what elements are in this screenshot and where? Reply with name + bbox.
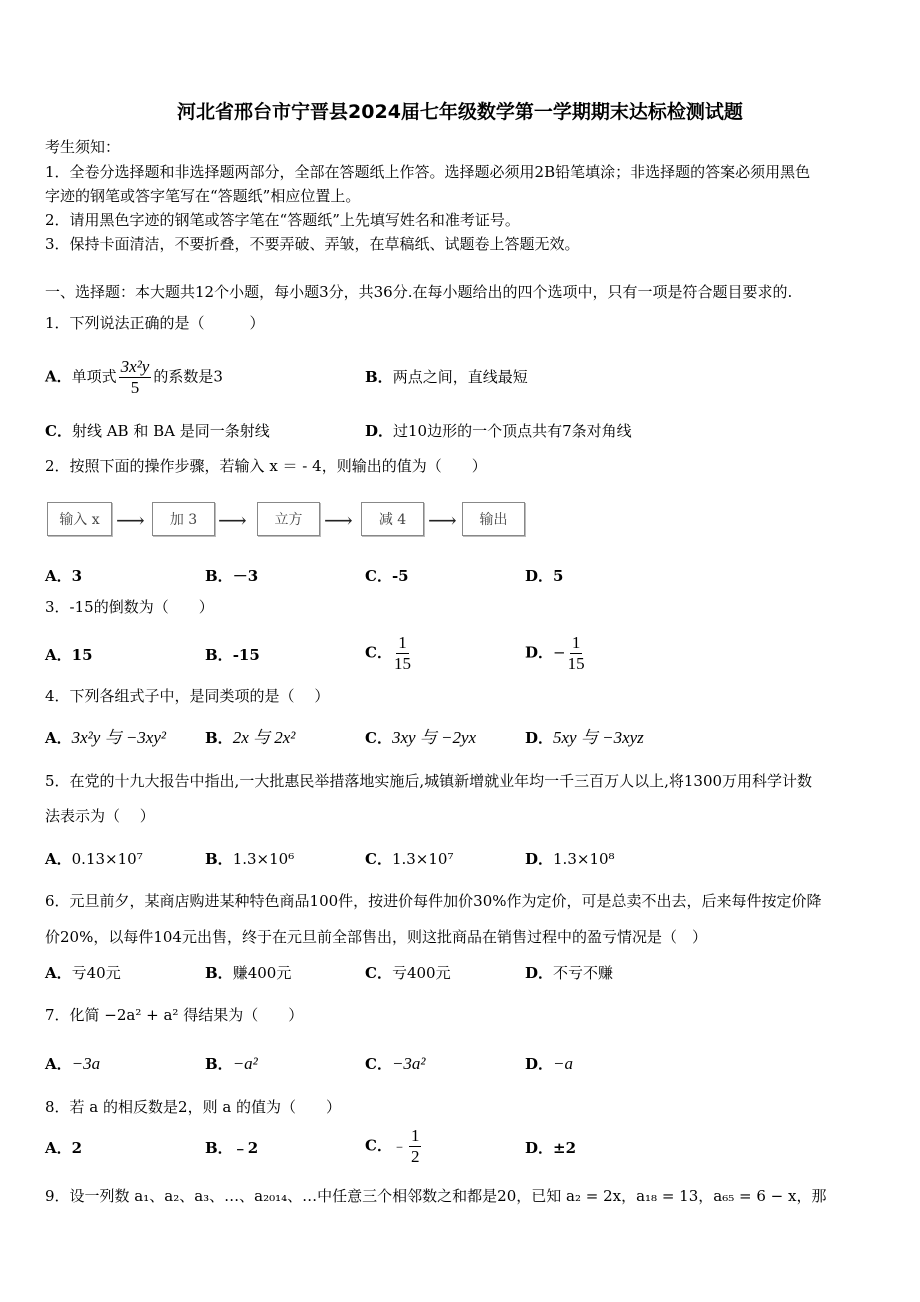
flow-step-cube: 立方	[257, 502, 320, 536]
option-text: −3a²	[391, 1054, 426, 1073]
option-text: 3x²y 与 −3xy²	[71, 728, 166, 747]
option-label: B．	[205, 567, 233, 585]
option-b	[205, 566, 258, 586]
arrow-right-icon: ⟶	[428, 508, 457, 532]
question-stem: 价20%，以每件104元出售，终于在元旦前全部售出，则这批商品在销售过程中的盈亏情况是（ ）	[45, 928, 707, 946]
option-b	[365, 367, 528, 387]
arrow-right-icon: ⟶	[218, 508, 247, 532]
option-text: 3	[71, 567, 83, 585]
option-c	[365, 1054, 426, 1074]
denominator: 15	[567, 654, 585, 673]
option-d	[525, 633, 587, 674]
fraction	[119, 357, 152, 398]
question-stem: 9．设一列数 a₁、a₂、a₃、…、a₂₀₁₄、…中任意三个相邻数之和都是20，已知 a₂ = 2x，a₁₈ = 13，a₆₅ = 6 − x，那	[45, 1187, 827, 1205]
option-label: D．	[525, 964, 554, 982]
option-c	[365, 849, 453, 869]
option-label: A．	[45, 729, 72, 747]
option-label: B．	[205, 850, 233, 868]
option-text: 赚400元	[232, 964, 292, 982]
option-label: D．	[365, 422, 394, 440]
option-a	[45, 963, 121, 983]
option-text: −a	[553, 1054, 573, 1073]
option-c	[365, 633, 413, 674]
option-label: D．	[525, 1139, 554, 1157]
option-text: 5xy 与 −3xyz	[553, 728, 644, 747]
notice-item: 1．全卷分选择题和非选择题两部分，全部在答题纸上作答。选择题必须用2B铅笔填涂；非选择题的答案必须用黑色	[45, 163, 811, 181]
question-stem: 8．若 a 的相反数是2，则 a 的值为（ ）	[45, 1098, 342, 1116]
option-label: C．	[365, 1136, 392, 1155]
option-label: A．	[45, 567, 72, 585]
question-stem: 6．元旦前夕，某商店购进某种特色商品100件，按进价每件加价30%作为定价，可是总卖不出去，后来每件按定价降	[45, 892, 822, 910]
option-d	[525, 849, 615, 869]
flow-step-input: 输入 x	[47, 502, 112, 536]
denominator: 2	[410, 1147, 420, 1166]
option-b	[205, 963, 291, 983]
denominator: 5	[130, 378, 140, 397]
option-label: A．	[45, 1139, 72, 1157]
flow-step-subtract: 减 4	[361, 502, 424, 536]
option-text: 2x 与 2x²	[232, 728, 296, 747]
option-text: 单项式	[71, 367, 117, 386]
option-label: B．	[205, 1055, 233, 1073]
notice-item: 2．请用黑色字迹的钢笔或答字笔在“答题纸”上先填写姓名和准考证号。	[45, 211, 520, 229]
option-text: 过10边形的一个顶点共有7条对角线	[393, 422, 632, 440]
option-text: −a²	[232, 1054, 258, 1073]
option-c	[365, 728, 476, 748]
option-label: D．	[525, 850, 554, 868]
option-a	[45, 728, 166, 748]
notice-item: 字迹的钢笔或答字笔写在“答题纸”相应位置上。	[45, 187, 361, 205]
option-a	[45, 1138, 82, 1158]
denominator: 15	[393, 654, 411, 673]
option-text: −3a	[71, 1054, 101, 1073]
option-label: B．	[205, 1139, 233, 1157]
option-a	[45, 1054, 100, 1074]
notice-heading: 考生须知：	[45, 138, 121, 156]
option-label: A．	[45, 367, 72, 386]
question-stem: 2．按照下面的操作步骤，若输入 x ＝ - 4，则输出的值为（ ）	[45, 457, 487, 475]
section-heading: 一、选择题：本大题共12个小题，每小题3分，共36分.在每小题给出的四个选项中，只有一项是符合题目要求的.	[45, 283, 793, 301]
option-text: 1.3×10⁸	[553, 850, 615, 868]
option-label: B．	[205, 729, 233, 747]
arrow-right-icon: ⟶	[116, 508, 145, 532]
option-b	[205, 728, 295, 748]
numerator: 1	[398, 633, 407, 652]
option-text: 0.13×10⁷	[71, 850, 143, 868]
option-text: ±2	[553, 1139, 577, 1157]
option-label: C．	[365, 567, 392, 585]
option-d	[525, 1138, 576, 1158]
option-text: 亏400元	[391, 964, 451, 982]
option-c	[45, 421, 270, 441]
option-label: C．	[45, 422, 72, 440]
option-c	[365, 963, 451, 983]
question-stem: 5．在党的十九大报告中指出,一大批惠民举措落地实施后,城镇新增就业年均一千三百万人以上,将1300万用科学计数	[45, 772, 813, 790]
option-d	[365, 421, 632, 441]
option-text: ﹣2	[232, 1139, 259, 1157]
option-label: A．	[45, 1055, 72, 1073]
option-label: C．	[365, 850, 392, 868]
option-label: C．	[365, 964, 392, 982]
option-a	[45, 849, 143, 869]
option-d	[525, 963, 613, 983]
option-c	[365, 1126, 423, 1167]
question-stem: 1．下列说法正确的是（ ）	[45, 314, 265, 332]
option-b	[205, 1138, 258, 1158]
option-text: 15	[71, 646, 93, 664]
option-d	[525, 728, 644, 748]
option-label: B．	[365, 368, 393, 386]
option-b	[205, 1054, 258, 1074]
page-title: 河北省邢台市宁晋县2024届七年级数学第一学期期末达标检测试题	[177, 101, 743, 123]
option-label: C．	[365, 729, 392, 747]
fraction	[568, 633, 585, 674]
option-label: C．	[365, 1055, 392, 1073]
option-a	[45, 566, 82, 586]
option-a	[45, 645, 93, 665]
flow-step-add: 加 3	[152, 502, 215, 536]
question-stem: 4．下列各组式子中，是同类项的是（ ）	[45, 687, 330, 705]
option-a	[45, 357, 223, 398]
numerator: 1	[410, 1126, 420, 1145]
option-text: 的系数是3	[153, 367, 223, 386]
numerator: 3x²y	[120, 357, 150, 376]
option-b	[205, 645, 260, 665]
minus-sign: ﹣	[391, 1136, 407, 1155]
option-text: 亏40元	[71, 964, 121, 982]
option-d	[525, 1054, 573, 1074]
option-text: －3	[232, 567, 259, 585]
fraction	[394, 633, 411, 674]
option-text: 1.3×10⁶	[232, 850, 295, 868]
option-label: D．	[525, 643, 554, 662]
option-label: D．	[525, 729, 554, 747]
option-label: C．	[365, 643, 392, 662]
option-text: 2	[71, 1139, 83, 1157]
option-text: 3xy 与 −2yx	[391, 728, 477, 747]
option-b	[205, 849, 294, 869]
option-label: A．	[45, 964, 72, 982]
option-label: D．	[525, 567, 554, 585]
arrow-right-icon: ⟶	[324, 508, 353, 532]
option-text: 射线 AB 和 BA 是同一条射线	[71, 422, 270, 440]
flow-step-output: 输出	[462, 502, 525, 536]
option-text: 两点之间，直线最短	[392, 368, 528, 386]
option-text: 5	[553, 567, 564, 585]
option-label: A．	[45, 646, 72, 664]
option-text: 不亏不赚	[553, 964, 614, 982]
question-stem: 3．-15的倒数为（ ）	[45, 598, 214, 616]
question-stem: 7．化简 −2a² + a² 得结果为（ ）	[45, 1006, 304, 1024]
option-text: -15	[232, 646, 260, 664]
minus-sign: −	[553, 643, 566, 662]
question-stem: 法表示为（ ）	[45, 807, 155, 825]
option-text: -5	[391, 567, 409, 585]
numerator: 1	[571, 633, 581, 652]
option-c	[365, 566, 409, 586]
option-label: B．	[205, 964, 233, 982]
option-label: D．	[525, 1055, 554, 1073]
option-label: B．	[205, 646, 233, 664]
fraction	[409, 1126, 422, 1167]
option-d	[525, 566, 563, 586]
notice-item: 3．保持卡面清洁，不要折叠，不要弄破、弄皱，在草稿纸、试题卷上答题无效。	[45, 235, 580, 253]
option-label: A．	[45, 850, 72, 868]
option-text: 1.3×10⁷	[391, 850, 454, 868]
